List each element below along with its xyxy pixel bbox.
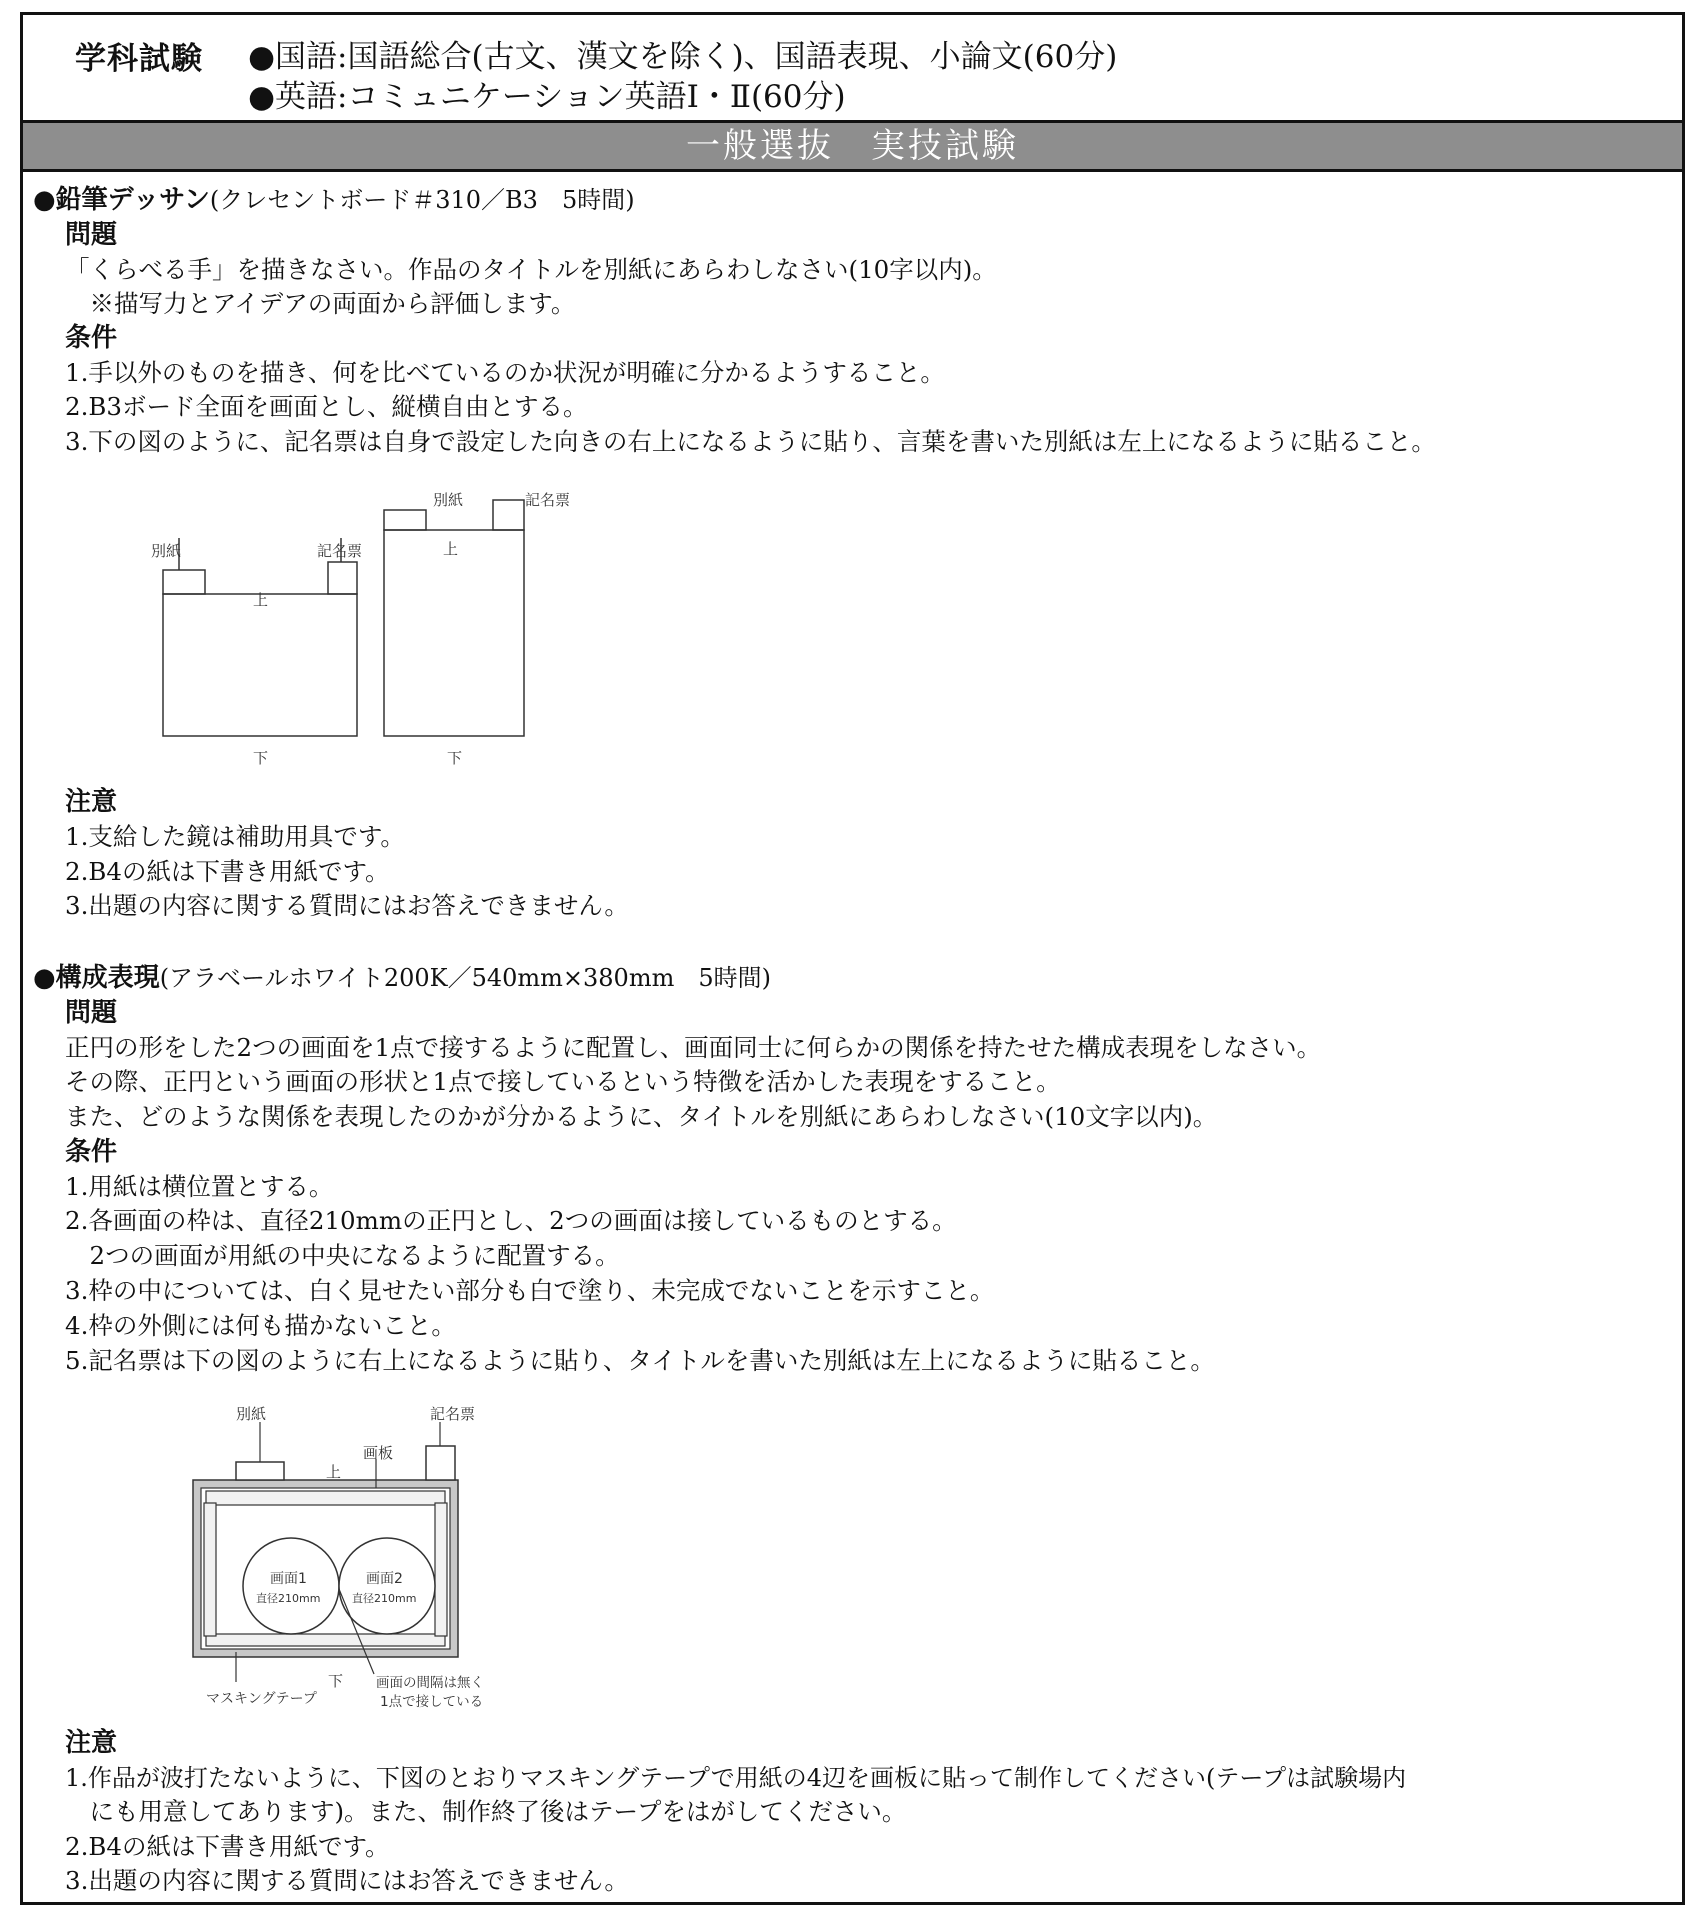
masking-tape-top (206, 1491, 445, 1505)
problem-heading: 問題 (65, 220, 118, 250)
landscape-namecard-box (328, 562, 357, 594)
note-item: 3.出題の内容に関する質問にはお答えできません。 (65, 1866, 629, 1895)
masking-tape-right (435, 1503, 447, 1636)
label-top: 上 (443, 540, 459, 558)
board-orientation-diagram (143, 473, 603, 793)
problem-heading: 問題 (65, 998, 118, 1028)
condition-item: 1.用紙は横位置とする。 (65, 1172, 334, 1201)
document-frame (20, 12, 1685, 1905)
label-masking-tape: マスキングテープ (206, 1691, 317, 1707)
portrait-namecard-box (493, 500, 524, 530)
masking-tape-bottom (206, 1634, 445, 1646)
notes-heading: 注意 (65, 787, 118, 817)
note-item: 2.B4の紙は下書き用紙です。 (65, 857, 390, 886)
label-bottom: 下 (447, 749, 463, 767)
section-title-subtitle: (アラベールホワイト200K／540mm×380mm 5時間) (159, 964, 771, 992)
circle-1-label: 画面1 (270, 1571, 307, 1587)
landscape-board (163, 594, 357, 736)
label-sheet: 別紙 (433, 491, 464, 509)
condition-item: 5.記名票は下の図のように右上になるように貼り、タイトルを書いた別紙は左上になるように貼ること。 (65, 1346, 1215, 1375)
namecard-box (426, 1446, 455, 1480)
problem-line: ※描写力とアイデアの両面から評価します。 (65, 289, 576, 318)
problem-line: その際、正円という画面の形状と1点で接しているという特徴を活かした表現をすること。 (65, 1067, 1061, 1096)
note-item: 1.作品が波打たないように、下図のとおりマスキングテープで用紙の4辺を画板に貼って制作してください(テープは試験場内 (65, 1764, 1407, 1792)
label-namecard: 記名票 (430, 1405, 476, 1423)
problem-line: また、どのような関係を表現したのかが分かるように、タイトルを別紙にあらわしなさい(10文字以内)。 (65, 1102, 1218, 1131)
gap-note-line-2: 1点で接している (380, 1694, 484, 1710)
note-item: 1.支給した鏡は補助用具です。 (65, 822, 405, 851)
circle-2-diameter: 直径210mm (352, 1592, 417, 1605)
condition-item: 1.手以外のものを描き、何を比べているのか状況が明確に分かるようすること。 (65, 358, 945, 387)
note-item: 2.B4の紙は下書き用紙です。 (65, 1832, 390, 1861)
conditions-heading: 条件 (65, 1137, 118, 1167)
practical-exam-banner: 一般選抜 実技試験 (23, 120, 1682, 172)
problem-line: 正円の形をした2つの画面を1点で接するように配置し、画面同士に何らかの関係を持たせた構成表現をしなさい。 (65, 1033, 1322, 1062)
conditions-heading: 条件 (65, 323, 118, 353)
landscape-sheet-label-box (163, 570, 205, 594)
masking-tape-left (204, 1503, 216, 1636)
note-item: 3.出題の内容に関する質問にはお答えできません。 (65, 891, 629, 920)
label-sheet: 別紙 (151, 542, 182, 560)
section-title-text: ●構成表現 (33, 963, 160, 993)
circle-1-diameter: 直径210mm (256, 1592, 321, 1605)
masking-tape-diagram (158, 1390, 538, 1725)
label-sheet: 別紙 (236, 1405, 267, 1423)
english-exam-line: ●英語:コミュニケーション英語Ⅰ・Ⅱ(60分) (248, 79, 846, 115)
label-top: 上 (253, 591, 269, 609)
academic-exam-label: 学科試験 (75, 41, 203, 77)
section-composition-title (33, 963, 771, 993)
problem-line: 「くらべる手」を描きなさい。作品のタイトルを別紙にあらわしなさい(10字以内)。 (65, 255, 997, 284)
portrait-board (384, 530, 524, 736)
note-item: にも用意してあります)。また、制作終了後はテープをはがしてください。 (65, 1797, 907, 1826)
japanese-exam-line: ●国語:国語総合(古文、漢文を除く)、国語表現、小論文(60分) (248, 39, 1118, 75)
circle-2-label: 画面2 (366, 1571, 403, 1587)
notes-heading: 注意 (65, 1728, 118, 1758)
sheet-label-box (236, 1462, 284, 1480)
condition-item: 2.各画面の枠は、直径210mmの正円とし、2つの画面は接しているものとする。 (65, 1206, 957, 1235)
label-top: 上 (326, 1463, 342, 1481)
section-pencil-drawing-title (33, 185, 635, 215)
label-namecard: 記名票 (317, 542, 363, 560)
condition-item: 2つの画面が用紙の中央になるように配置する。 (65, 1241, 620, 1270)
label-bottom: 下 (328, 1672, 344, 1690)
gap-note-line-1: 画面の間隔は無く (376, 1675, 484, 1691)
condition-item: 3.枠の中については、白く見せたい部分も白で塗り、未完成でないことを示すこと。 (65, 1276, 995, 1305)
condition-item: 2.B3ボード全面を画面とし、縦横自由とする。 (65, 392, 588, 421)
academic-exam-block (23, 15, 1682, 120)
label-board: 画板 (363, 1444, 394, 1462)
condition-item: 3.下の図のように、記名票は自身で設定した向きの右上になるように貼り、言葉を書いた別紙は左上になるように貼ること。 (65, 427, 1436, 456)
condition-item: 4.枠の外側には何も描かないこと。 (65, 1311, 456, 1340)
label-bottom: 下 (253, 749, 269, 767)
portrait-sheet-label-box (384, 510, 426, 530)
label-namecard: 記名票 (525, 491, 571, 509)
section-title-subtitle: (クレセントボード＃310／B3 5時間) (209, 186, 635, 214)
section-title-text: ●鉛筆デッサン (33, 185, 210, 215)
